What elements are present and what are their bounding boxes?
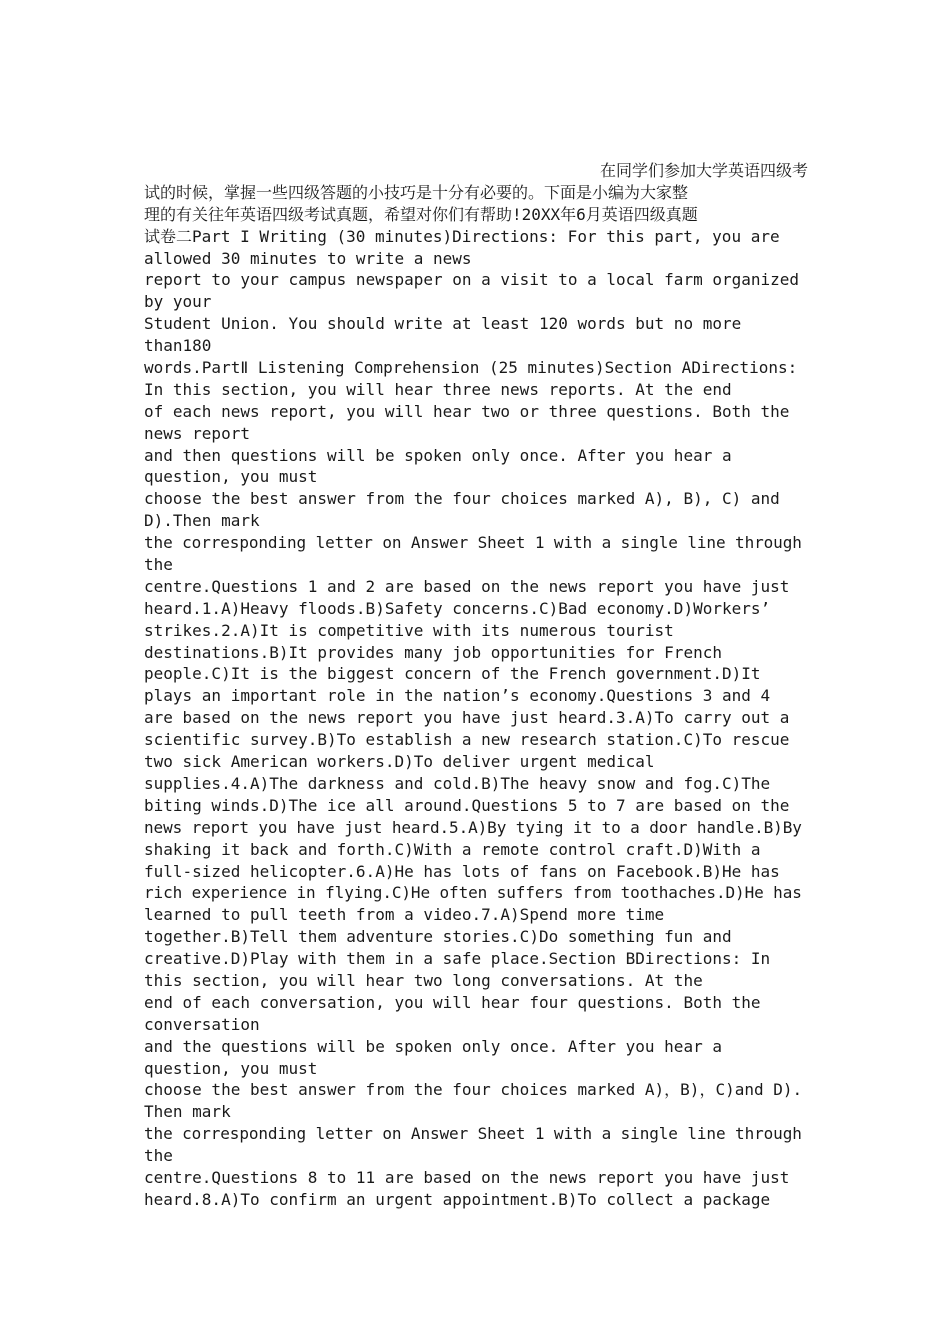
text-line: choose the best answer from the four choices marked A), B), C) and <box>144 489 780 509</box>
text-line: D).Then mark <box>144 511 260 531</box>
text-line: Student Union. You should write at least 120 words but no more <box>144 314 742 334</box>
text-line: heard.8.A)To confirm an urgent appointment.B)To collect a package <box>144 1189 771 1209</box>
text-line: supplies.4.A)The darkness and cold.B)The heavy snow and fog.C)The <box>144 773 771 793</box>
text-line: news report <box>144 423 250 443</box>
text-line: 试卷二Part I Writing (30 minutes)Directions: For this part, you are <box>144 226 780 246</box>
text-line: centre.Questions 1 and 2 are based on the news report you have just <box>144 576 790 596</box>
document-body <box>144 160 808 1211</box>
text-line: centre.Questions 8 to 11 are based on the news report you have just <box>144 1167 790 1187</box>
text-line: allowed 30 minutes to write a news <box>144 248 472 268</box>
text-line: conversation <box>144 1014 260 1034</box>
text-line: 试的时候，掌握一些四级答题的小技巧是十分有必要的。下面是小编为大家整 <box>144 182 689 202</box>
text-line: question, you must <box>144 467 318 487</box>
text-line: and the questions will be spoken only once. After you hear a <box>144 1036 722 1056</box>
text-line: shaking it back and forth.C)With a remote control craft.D)With a <box>144 839 761 859</box>
text-line: news report you have just heard.5.A)By tying it to a door handle.B)By <box>144 817 802 837</box>
text-line: report to your campus newspaper on a visit to a local farm organized <box>144 270 800 290</box>
text-line: strikes.2.A)It is competitive with its numerous tourist <box>144 620 674 640</box>
text-line: the corresponding letter on Answer Sheet 1 with a single line through <box>144 1124 802 1144</box>
text-line: people.C)It is the biggest concern of the French government.D)It <box>144 664 761 684</box>
text-line: words.PartⅡ Listening Comprehension (25 minutes)Section ADirections: <box>144 358 798 378</box>
text-line: scientific survey.B)To establish a new research station.C)To rescue <box>144 730 790 750</box>
intro-line-right-aligned: 在同学们参加大学英语四级考 <box>599 161 808 180</box>
text-line: rich experience in flying.C)He often suffers from toothaches.D)He has <box>144 883 802 903</box>
text-line: learned to pull teeth from a video.7.A)Spend more time <box>144 905 665 925</box>
text-line: biting winds.D)The ice all around.Questions 5 to 7 are based on the <box>144 795 790 815</box>
text-line: the <box>144 1146 173 1166</box>
text-line: the <box>144 555 173 575</box>
text-line: full-sized helicopter.6.A)He has lots of fans on Facebook.B)He has <box>144 861 780 881</box>
text-line: plays an important role in the nation’s economy.Questions 3 and 4 <box>144 686 771 706</box>
text-line: choose the best answer from the four choices marked A)，B)，C)and D). <box>144 1080 803 1100</box>
text-line: the corresponding letter on Answer Sheet 1 with a single line through <box>144 533 802 553</box>
text-line: than180 <box>144 336 212 356</box>
text-line: creative.D)Play with them in a safe place.Section BDirections: In <box>144 949 771 969</box>
text-line: heard.1.A)Heavy floods.B)Safety concerns.C)Bad economy.D)Workers’ <box>144 598 771 618</box>
text-line: are based on the news report you have just heard.3.A)To carry out a <box>144 708 790 728</box>
text-line: question, you must <box>144 1058 318 1078</box>
text-line: end of each conversation, you will hear four questions. Both the <box>144 992 761 1012</box>
text-line: of each news report, you will hear two or three questions. Both the <box>144 401 790 421</box>
text-line: together.B)Tell them adventure stories.C)Do something fun and <box>144 927 732 947</box>
text-line: and then questions will be spoken only once. After you hear a <box>144 445 732 465</box>
text-line: this section, you will hear two long conversations. At the <box>144 970 703 990</box>
text-line: 理的有关往年英语四级考试真题，希望对你们有帮助!20XX年6月英语四级真题 <box>144 204 698 224</box>
text-line: destinations.B)It provides many job opportunities for French <box>144 642 722 662</box>
text-line: by your <box>144 292 212 312</box>
text-line: Then mark <box>144 1102 231 1122</box>
text-line: In this section, you will hear three news reports. At the end <box>144 379 732 399</box>
text-line: two sick American workers.D)To deliver urgent medical <box>144 752 655 772</box>
